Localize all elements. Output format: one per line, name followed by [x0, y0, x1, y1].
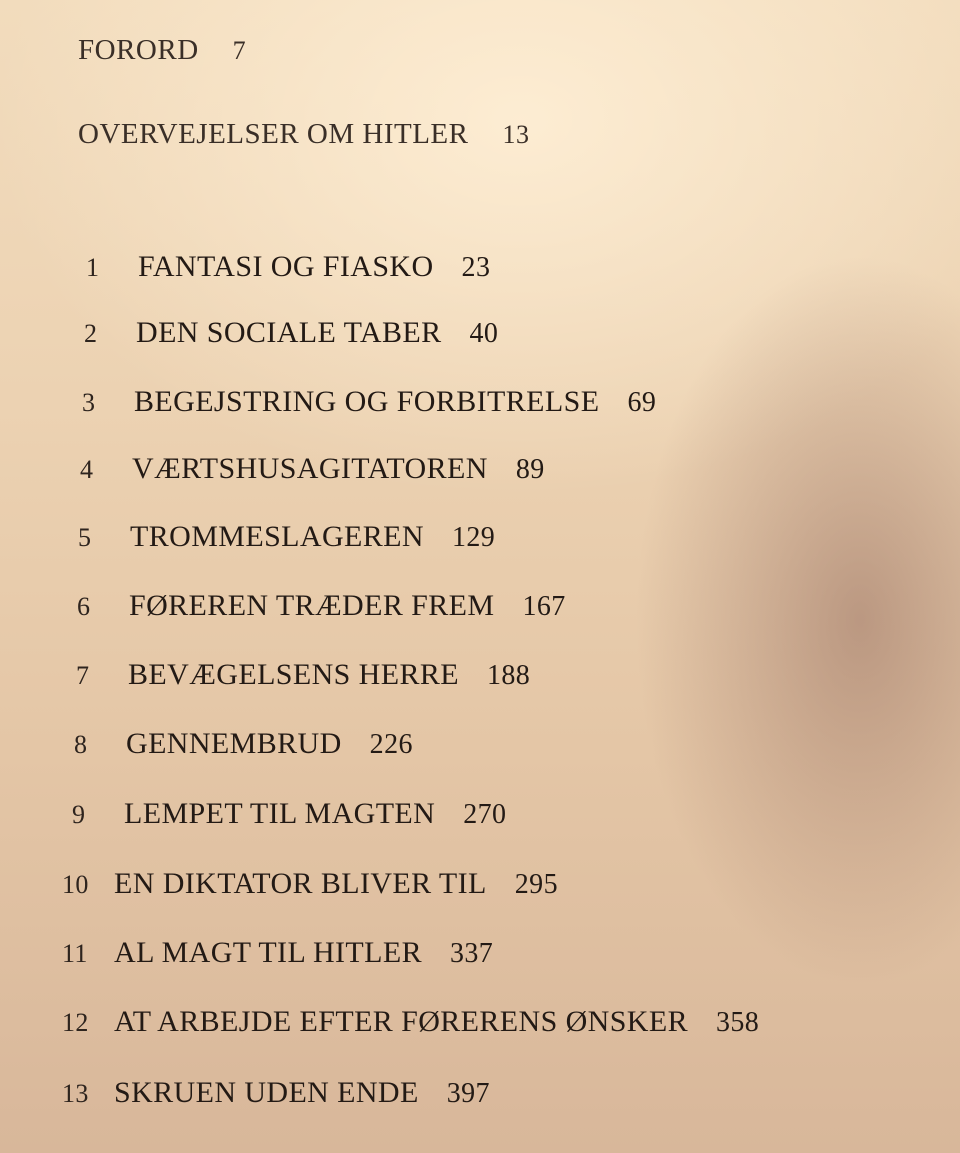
chapter-title: AL MAGT TIL HITLER: [114, 936, 422, 969]
entry-page-number: 13: [502, 120, 530, 149]
chapter-entry-7: [76, 658, 530, 692]
chapter-title: GENNEMBRUD: [126, 727, 342, 760]
chapter-number: 3: [82, 388, 96, 417]
chapter-page-number: 295: [514, 869, 558, 900]
chapter-title: FANTASI OG FIASKO: [138, 250, 434, 283]
chapter-page-number: 23: [461, 252, 491, 283]
entry-title: OVERVEJELSER OM HITLER: [78, 118, 469, 150]
chapter-number: 12: [62, 1008, 89, 1037]
chapter-entry-11: [62, 936, 493, 970]
chapter-page-number: 69: [627, 387, 657, 418]
chapter-title: AT ARBEJDE EFTER FØRERENS ØNSKER: [114, 1005, 688, 1038]
chapter-title: EN DIKTATOR BLIVER TIL: [114, 867, 487, 900]
chapter-entry-5: [78, 520, 495, 554]
chapter-page-number: 40: [469, 318, 499, 349]
chapter-number: 7: [76, 661, 90, 690]
chapter-title: FØREREN TRÆDER FREM: [129, 589, 495, 622]
chapter-title: SKRUEN UDEN ENDE: [114, 1076, 419, 1109]
chapter-page-number: 337: [450, 938, 494, 969]
chapter-entry-2: [84, 316, 498, 350]
entry-title: FORORD: [78, 34, 199, 66]
chapter-title: VÆRTSHUSAGITATOREN: [132, 452, 488, 485]
chapter-entry-12: [62, 1005, 759, 1039]
chapter-entry-4: [80, 452, 545, 486]
chapter-entry-1: [86, 250, 490, 284]
chapter-page-number: 167: [522, 591, 566, 622]
entry-page-number: 7: [232, 36, 247, 65]
chapter-page-number: 397: [446, 1078, 490, 1109]
chapter-number: 9: [72, 800, 86, 829]
chapter-number: 6: [77, 592, 91, 621]
chapter-number: 1: [86, 253, 100, 282]
chapter-title: TROMMESLAGEREN: [130, 520, 424, 553]
chapter-title: LEMPET TIL MAGTEN: [124, 797, 436, 830]
chapter-page-number: 226: [369, 729, 413, 760]
chapter-title: DEN SOCIALE TABER: [136, 316, 442, 349]
chapter-number: 5: [78, 523, 92, 552]
toc-entry-overvejelser: [78, 118, 530, 151]
chapter-entry-8: [74, 727, 413, 761]
chapter-title: BEVÆGELSENS HERRE: [128, 658, 459, 691]
toc-entry-forord: [78, 34, 246, 67]
chapter-page-number: 129: [451, 522, 496, 553]
chapter-number: 10: [62, 870, 89, 899]
chapter-number: 13: [62, 1079, 89, 1108]
chapter-page-number: 358: [716, 1007, 760, 1038]
chapter-page-number: 270: [463, 799, 507, 830]
chapter-page-number: 89: [515, 454, 545, 485]
chapter-number: 8: [74, 730, 88, 759]
chapter-number: 4: [80, 455, 94, 484]
chapter-title: BEGEJSTRING OG FORBITRELSE: [134, 385, 600, 418]
chapter-entry-9: [72, 797, 506, 831]
chapter-entry-6: [77, 589, 566, 623]
chapter-entry-3: [82, 385, 656, 419]
chapter-entry-10: [62, 867, 558, 901]
chapter-number: 2: [84, 319, 98, 348]
chapter-entry-13: [62, 1076, 490, 1110]
chapter-number: 11: [62, 939, 88, 968]
chapter-page-number: 188: [487, 660, 531, 691]
